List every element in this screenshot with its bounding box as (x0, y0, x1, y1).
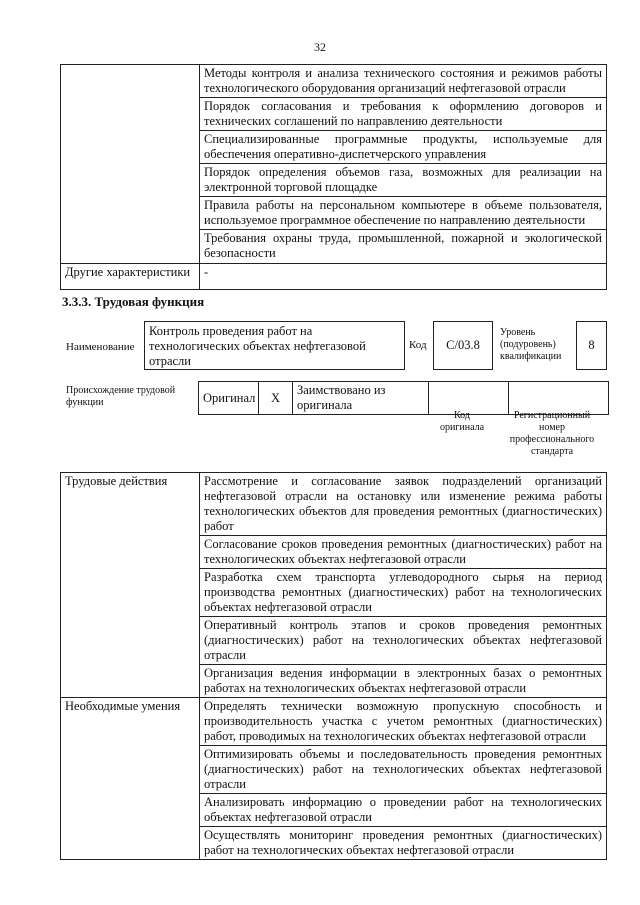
code-label: Код (409, 339, 427, 351)
code-value-box (433, 321, 493, 370)
knowledge-item: Правила работы на персональном компьютере в объеме пользователя, используемое программное обеспечение по направлению деятельности (200, 197, 607, 230)
knowledge-item: Порядок согласования и требования к оформлению договоров и технических соглашений по направлению деятельности (200, 98, 607, 131)
original-label: Оригинал (199, 382, 259, 415)
knowledge-item: Методы контроля и анализа технического состояния и режимов работы технологического оборудования организаций нефтегазовой отрасли (200, 65, 607, 98)
knowledge-table (60, 64, 607, 290)
skill-item: Определять технически возможную пропускную способность и производительность участка с учетом ремонтных (диагностических) работ, проводимых на технологических объектах нефтегазовой отрасли (200, 698, 607, 746)
code-caption: Код оригинала (439, 410, 485, 433)
required-skills-label: Необходимые умения (61, 698, 200, 860)
function-name-value: Контроль проведения работ на технологических объектах нефтегазовой отрасли (149, 324, 366, 368)
registration-caption: Регистрационный номер профессионального стандарта (509, 410, 595, 457)
actions-skills-table (60, 472, 607, 860)
empty-label-cell (61, 65, 200, 264)
origin-label: Происхождение трудовой функции (66, 385, 176, 408)
other-characteristics-value: - (200, 264, 607, 290)
labor-action-item: Оперативный контроль этапов и сроков проведения ремонтных (диагностических) работ на технологических объектах нефтегазовой отрасли (200, 617, 607, 665)
level-value: 8 (588, 338, 595, 352)
labor-action-item: Разработка схем транспорта углеводородного сырья на период производства ремонтных (диагностических) работ на технологических объектах нефтегазовой отрасли (200, 569, 607, 617)
knowledge-item: Специализированные программные продукты, используемые для обеспечения оперативно-диспетчерского управления (200, 131, 607, 164)
borrowed-label: Заимствовано из оригинала (293, 382, 429, 415)
skill-item: Осуществлять мониторинг проведения ремонтных (диагностических) работ на технологических объектах нефтегазовой отрасли (200, 827, 607, 860)
code-value: С/03.8 (446, 338, 480, 352)
other-characteristics-label: Другие характеристики (61, 264, 200, 290)
labor-actions-label: Трудовые действия (61, 473, 200, 698)
section-title: 3.3.3. Трудовая функция (62, 294, 205, 309)
function-name-box (144, 321, 405, 370)
labor-action-item: Рассмотрение и согласование заявок подразделений организаций нефтегазовой отрасли на остановку или изменение режима работы технологических объектов для проведения ремонтных (диагностических) работ (200, 473, 607, 536)
page-number: 32 (314, 40, 326, 54)
level-value-box (576, 321, 607, 370)
knowledge-item: Требования охраны труда, промышленной, пожарной и экологической безопасности (200, 230, 607, 264)
level-label: Уровень (подуровень) квалификации (500, 327, 562, 362)
name-label: Наименование (66, 341, 135, 353)
skill-item: Анализировать информацию о проведении работ на технологических объектах нефтегазовой отрасли (200, 794, 607, 827)
original-mark: X (259, 382, 293, 415)
labor-action-item: Организация ведения информации в электронных базах о ремонтных работах на технологических объектах нефтегазовой отрасли (200, 665, 607, 698)
knowledge-item: Порядок определения объемов газа, возможных для реализации на электронной торговой площадке (200, 164, 607, 197)
skill-item: Оптимизировать объемы и последовательность проведения ремонтных (диагностических) работ на технологических объектах нефтегазовой отрасли (200, 746, 607, 794)
labor-action-item: Согласование сроков проведения ремонтных (диагностических) работ на технологических объектах нефтегазовой отрасли (200, 536, 607, 569)
